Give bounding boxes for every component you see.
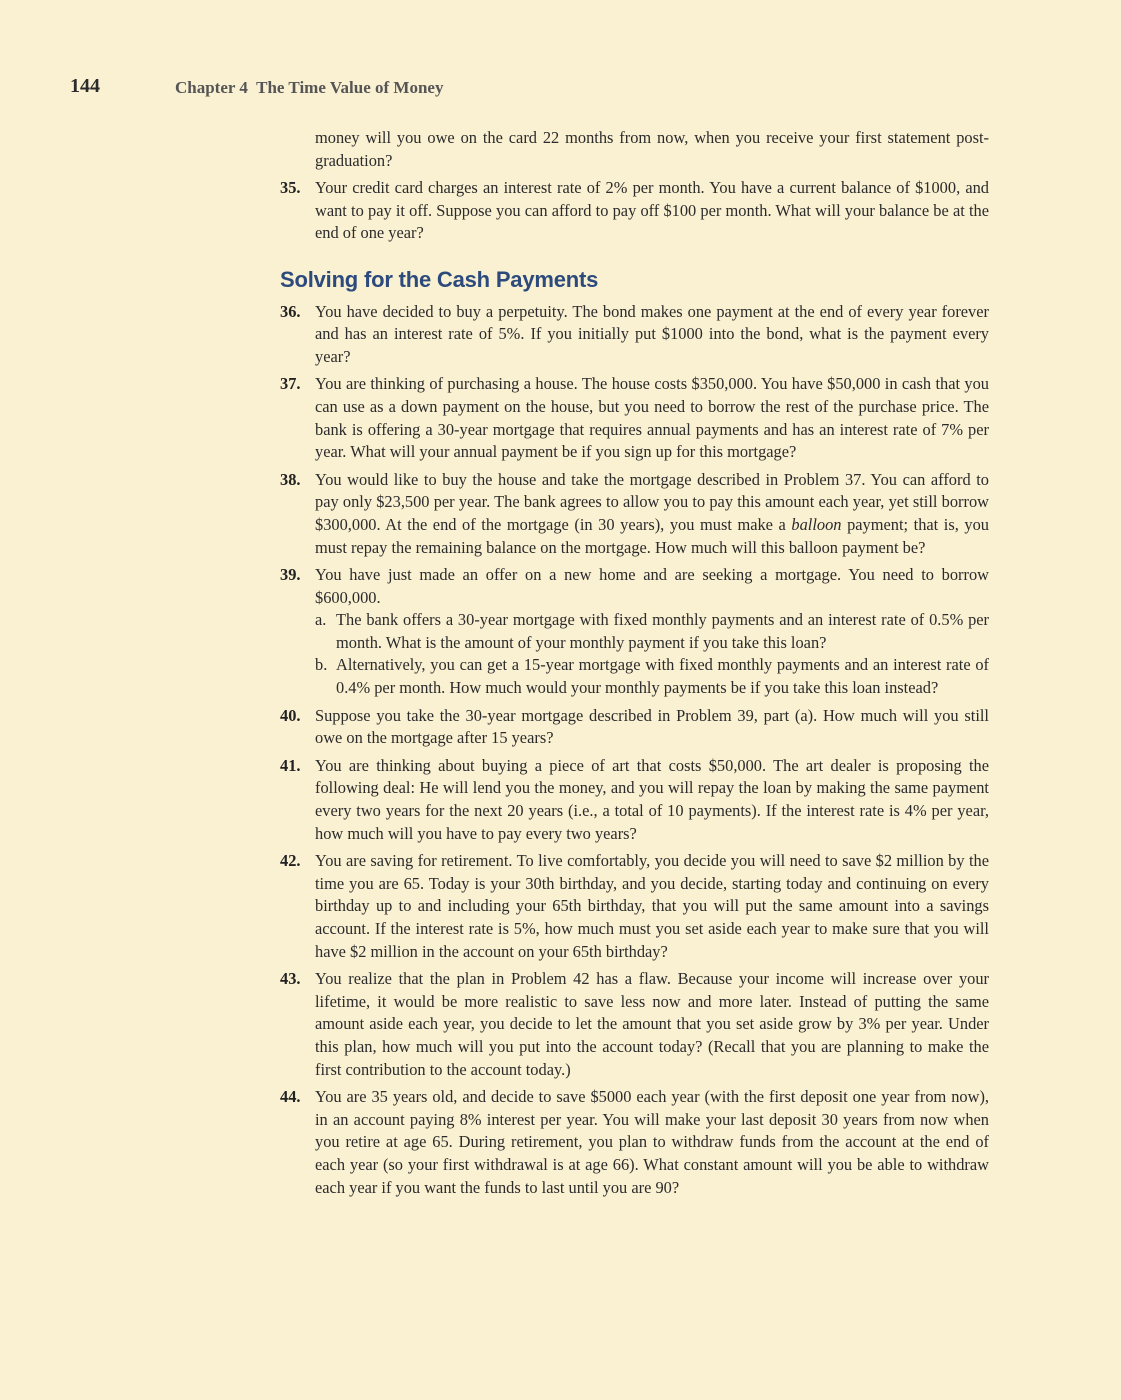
problem-37	[280, 373, 989, 463]
problem-36	[280, 301, 989, 369]
subpart-letter: b.	[315, 655, 328, 675]
problem-text-part: payment; that is, you must repay the remaining balance on the mortgage. How much will this balloon payment be?	[315, 514, 990, 557]
section-title: Solving for the Cash Payments	[280, 266, 599, 292]
page-content	[280, 127, 989, 1204]
problem-body	[315, 564, 989, 700]
problem-text: Suppose you take the 30-year mortgage described in Problem 39, part (a). How much will you still owe on the mortgage after 15 years?	[315, 705, 989, 748]
problem-text: You have just made an offer on a new home and are seeking a mortgage. You need to borrow $600,000.	[315, 565, 989, 607]
problem-text: You are thinking about buying a piece of art that costs $50,000. The art dealer is proposing the following deal: He will lend you the money, and you will repay the loan by making the same payment every two years for the next 20 years (i.e., a total of 10 payments). If the interest rate is 4% per year, how much will you have to pay every two years?	[315, 755, 989, 843]
problem-44	[280, 1086, 989, 1199]
problem-number: 41.	[280, 755, 301, 775]
subpart-letter: a.	[315, 610, 327, 630]
problem-text: Your credit card charges an interest rate of 2% per month. You have a current balance of $1000, and want to pay it off. Suppose you can afford to pay off $100 per month. What will your balance be at the end of one year?	[315, 178, 989, 243]
emphasis-term: balloon	[791, 514, 842, 534]
problem-number: 42.	[280, 851, 301, 871]
subpart-a	[315, 609, 989, 654]
problem-number: 36.	[280, 301, 301, 321]
chapter-label: Chapter 4	[175, 78, 248, 97]
problem-39	[280, 564, 989, 700]
problem-text: You are thinking of purchasing a house. The house costs $350,000. You have $50,000 in cash that you can use as a down payment on the house, but you need to borrow the rest of the purchase price. The bank is offering a 30-year mortgage that requires annual payments and has an interest rate of 7% per year. What will your annual payment be if you sign up for this mortgage?	[315, 374, 989, 462]
problem-number: 40.	[280, 705, 301, 725]
problem-40	[280, 705, 989, 750]
problem-text: You have decided to buy a perpetuity. The bond makes one payment at the end of every year forever and has an interest rate of 5%. If you initially put $1000 into the bond, what is the payment every year?	[315, 301, 989, 366]
problem-35	[280, 177, 989, 245]
problem-41	[280, 755, 989, 845]
problem-43	[280, 968, 989, 1081]
running-head	[175, 78, 443, 98]
problem-38	[280, 469, 989, 559]
problem-text: You are saving for retirement. To live comfortably, you decide you will need to save $2 million by the time you are 65. Today is your 30th birthday, and you decide, starting today and continuing on every birthday up to and including your 65th birthday, that you will put the same amount into a savings account. If the interest rate is 5%, how much must you set aside each year to make sure that you will have $2 million in the account on your 65th birthday?	[315, 851, 989, 961]
page-number: 144	[70, 75, 100, 97]
problem-text: You realize that the plan in Problem 42 has a flaw. Because your income will increase over your lifetime, it would be more realistic to save less now and more later. Instead of putting the same amount aside each year, you decide to let the amount that you set aside grow by 3% per year. Under this plan, how much will you put into the account today? (Recall that you are planning to make the first contribution to the account today.)	[315, 969, 989, 1079]
problem-number: 37.	[280, 374, 301, 394]
problem-number: 35.	[280, 178, 301, 198]
problem-number: 44.	[280, 1087, 301, 1107]
problem-number: 43.	[280, 969, 301, 989]
chapter-title: The Time Value of Money	[256, 78, 444, 97]
subpart-b	[315, 654, 989, 699]
problem-text	[315, 469, 989, 559]
problem-text-part: You would like to buy the house and take the mortgage described in Problem 37. You can afford to pay only $23,500 per year. The bank agrees to allow you to pay this amount each year, yet still borrow $300,000. At the end of the mortgage (in 30 years), you must make a	[315, 469, 989, 534]
problem-number: 39.	[280, 565, 301, 585]
problem-42	[280, 850, 989, 963]
continued-problem-text: money will you owe on the card 22 months from now, when you receive your first statement post-graduation?	[315, 128, 989, 170]
subpart-text: The bank offers a 30-year mortgage with fixed monthly payments and an interest rate of 0.5% per month. What is the amount of your monthly payment if you take this loan?	[336, 610, 989, 652]
subpart-text: Alternatively, you can get a 15-year mortgage with fixed monthly payments and an interest rate of 0.4% per month. How much would your monthly payments be if you take this loan instead?	[336, 655, 989, 698]
problem-number: 38.	[280, 469, 301, 489]
problem-text: You are 35 years old, and decide to save $5000 each year (with the first deposit one year from now), in an account paying 8% interest per year. You will make your last deposit 30 years from now when you retire at age 65. During retirement, you plan to withdraw funds from the account at the end of each year (so your first withdrawal is at age 66). What constant amount will you be able to withdraw each year if you want the funds to last until you are 90?	[315, 1087, 989, 1197]
